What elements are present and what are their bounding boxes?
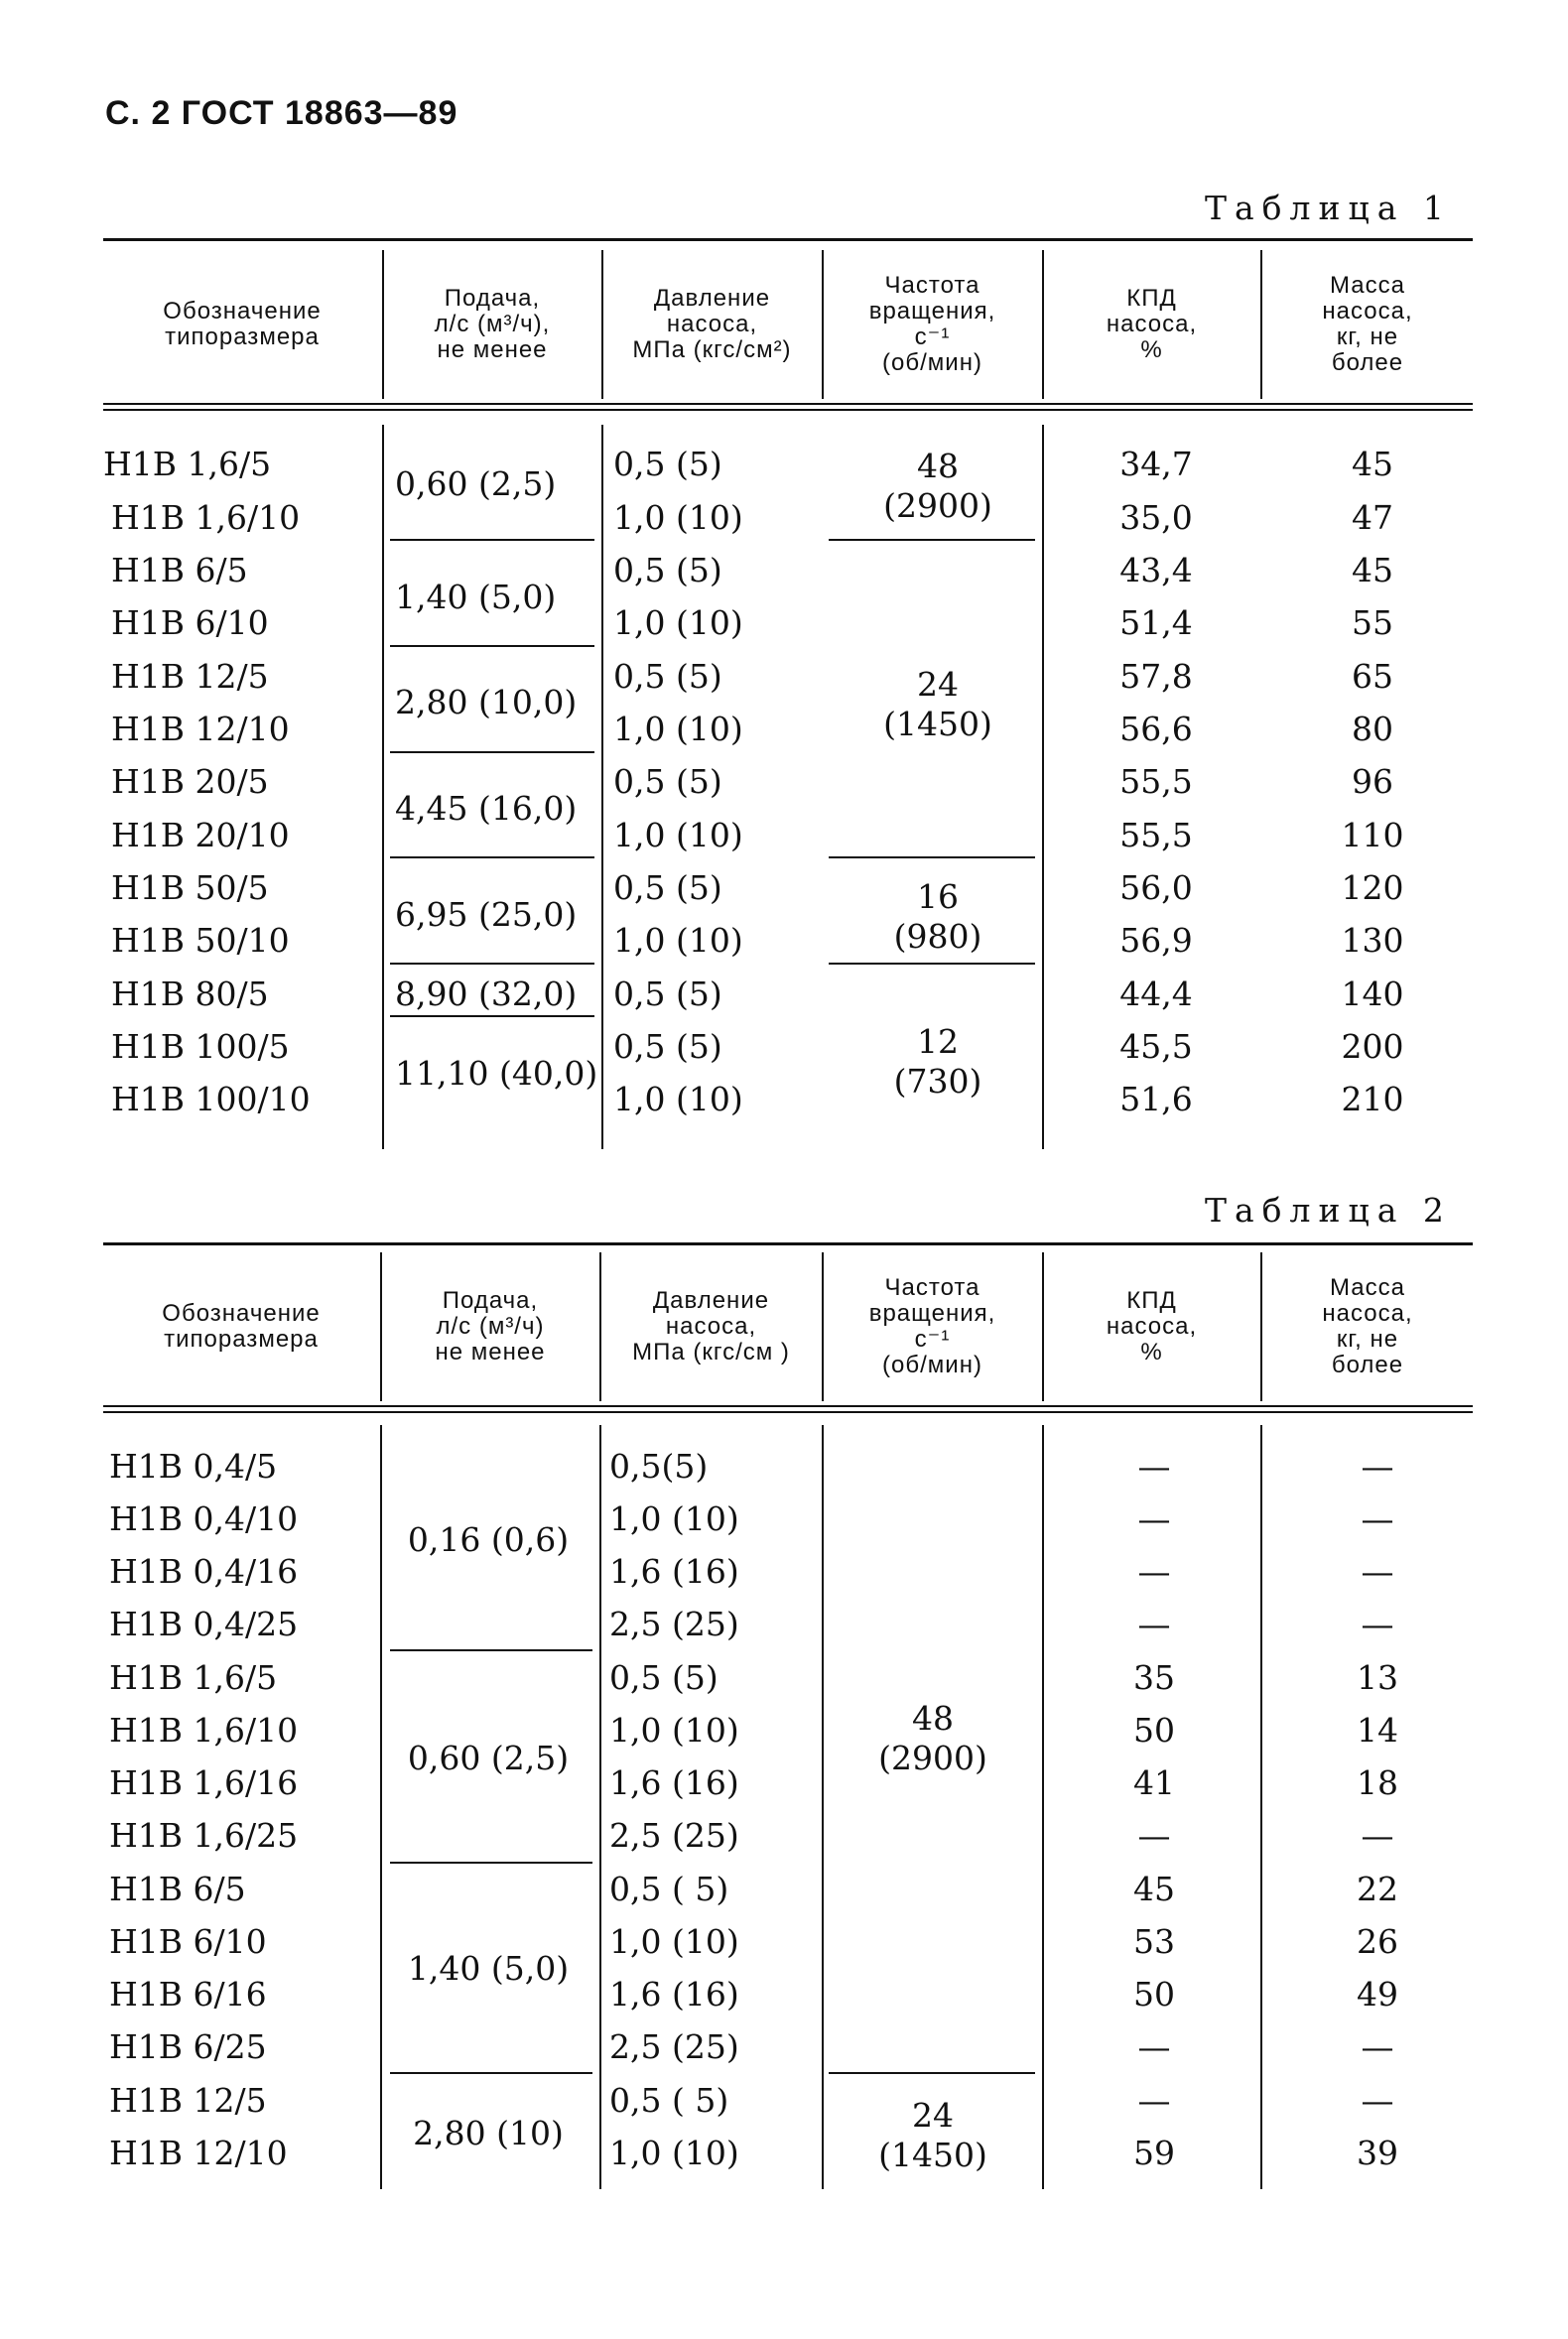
table2-efficiency: 45 — [1133, 1870, 1175, 1908]
table2-header-flow: Подача, л/с (м³/ч) не менее — [435, 1287, 546, 1365]
table1-flow: 8,90 (32,0) — [395, 975, 578, 1013]
table1-mass: 45 — [1352, 551, 1393, 589]
table1-designation: Н1В 80/5 — [111, 975, 269, 1013]
table1-efficiency: 35,0 — [1119, 498, 1193, 537]
table1-header-efficiency: КПД насоса, % — [1106, 285, 1198, 363]
table1-designation: Н1В 50/5 — [111, 868, 269, 907]
table1-speed: 24 (1450) — [883, 665, 992, 743]
table1-group-rule — [390, 645, 594, 647]
table1-mass: 96 — [1352, 762, 1393, 801]
table2-group-rule — [390, 2072, 592, 2074]
table2-body-divider — [1042, 1425, 1044, 2189]
table1-mass: 45 — [1352, 445, 1393, 483]
table2-header-designation: Обозначение типоразмера — [162, 1300, 321, 1353]
table2-group-rule — [390, 1649, 592, 1651]
table1-group-rule — [390, 751, 594, 753]
table2-pressure: 0,5 ( 5) — [609, 1870, 729, 1908]
table1-group-rule — [390, 856, 594, 858]
table2-flow: 0,16 (0,6) — [407, 1520, 570, 1559]
table1-pressure: 0,5 (5) — [613, 762, 722, 801]
table2-pressure: 2,5 (25) — [609, 1816, 739, 1855]
table1-designation: Н1В 12/10 — [111, 710, 290, 748]
table2-designation: Н1В 12/5 — [109, 2081, 267, 2120]
table2-efficiency: 53 — [1133, 1922, 1175, 1961]
table2-pressure: 1,0 (10) — [609, 1499, 739, 1538]
table2-designation: Н1В 1,6/16 — [109, 1763, 299, 1802]
table2-pressure: 1,0 (10) — [609, 1711, 739, 1750]
table1-mass: 65 — [1352, 657, 1393, 696]
table2-group-rule — [829, 2072, 1035, 2074]
table1-flow: 1,40 (5,0) — [395, 578, 557, 616]
table2-designation: Н1В 0,4/25 — [109, 1605, 299, 1643]
table1-pressure: 1,0 (10) — [613, 816, 743, 854]
table2-pressure: 1,0 (10) — [609, 2134, 739, 2172]
table1-pressure: 0,5 (5) — [613, 975, 722, 1013]
table1-mass: 80 — [1352, 710, 1393, 748]
table1-flow: 0,60 (2,5) — [395, 464, 557, 503]
table1-efficiency: 44,4 — [1119, 975, 1193, 1013]
table1-mass: 140 — [1341, 975, 1404, 1013]
table2-efficiency: — — [1137, 1552, 1171, 1591]
table2-mass: 14 — [1357, 1711, 1398, 1750]
table2-group-rule — [390, 1862, 592, 1864]
table1-pressure: 0,5 (5) — [613, 657, 722, 696]
table1-pressure: 1,0 (10) — [613, 710, 743, 748]
table1-mass: 210 — [1341, 1080, 1404, 1118]
table2-pressure: 1,6 (16) — [609, 1763, 739, 1802]
table1-efficiency: 55,5 — [1119, 816, 1193, 854]
table2-pressure: 1,6 (16) — [609, 1552, 739, 1591]
table1-designation: Н1В 100/5 — [111, 1027, 290, 1066]
table1-header-rule-2 — [103, 409, 1473, 411]
table2-mass: — — [1361, 2027, 1394, 2066]
table1-designation: Н1В 1,6/10 — [111, 498, 301, 537]
table2-mass: 39 — [1357, 2134, 1398, 2172]
table1-mass: 47 — [1352, 498, 1393, 537]
table1-group-rule — [390, 539, 594, 541]
table2-top-rule — [103, 1242, 1473, 1245]
table1-header-speed: Частота вращения, с⁻¹ (об/мин) — [868, 272, 996, 376]
table2-speed: 24 (1450) — [878, 2096, 987, 2174]
table1-efficiency: 56,9 — [1119, 921, 1193, 960]
table1-pressure: 1,0 (10) — [613, 498, 743, 537]
table2-efficiency: 35 — [1133, 1658, 1175, 1697]
table2-designation: Н1В 12/10 — [109, 2134, 288, 2172]
table1-efficiency: 51,6 — [1119, 1080, 1193, 1118]
table2-header-mass: Масса насоса, кг, не более — [1322, 1274, 1413, 1378]
table2-mass: — — [1361, 1816, 1394, 1855]
table2-mass: — — [1361, 1447, 1394, 1486]
table2-designation: Н1В 0,4/5 — [109, 1447, 278, 1486]
table1-body-divider — [382, 425, 384, 1149]
table2-speed: 48 (2900) — [878, 1699, 987, 1777]
table1-flow: 11,10 (40,0) — [395, 1054, 598, 1093]
table1-caption: Таблица 1 — [1205, 189, 1452, 227]
table2-mass: 18 — [1357, 1763, 1398, 1802]
table1-designation: Н1В 6/10 — [111, 603, 269, 642]
table1-pressure: 1,0 (10) — [613, 603, 743, 642]
table2-flow: 2,80 (10) — [413, 2114, 564, 2152]
table2-pressure: 0,5(5) — [609, 1447, 709, 1486]
table1-group-rule — [390, 1015, 594, 1017]
table2-designation: Н1В 1,6/5 — [109, 1658, 278, 1697]
table1-efficiency: 34,7 — [1119, 445, 1193, 483]
table1-flow: 2,80 (10,0) — [395, 683, 578, 721]
table1-efficiency: 51,4 — [1119, 603, 1193, 642]
table1-efficiency: 57,8 — [1119, 657, 1193, 696]
table2-pressure: 2,5 (25) — [609, 2027, 739, 2066]
table1-efficiency: 56,0 — [1119, 868, 1193, 907]
table2-body-divider — [599, 1425, 601, 2189]
table2-efficiency: — — [1137, 1605, 1171, 1643]
table1-mass: 200 — [1341, 1027, 1404, 1066]
table2-pressure: 0,5 (5) — [609, 1658, 719, 1697]
table1-efficiency: 45,5 — [1119, 1027, 1193, 1066]
table1-pressure: 0,5 (5) — [613, 551, 722, 589]
table2-efficiency: 41 — [1133, 1763, 1175, 1802]
table1-header-rule — [103, 403, 1473, 405]
table2-mass: 49 — [1357, 1975, 1398, 2014]
table2-flow: 0,60 (2,5) — [407, 1739, 570, 1777]
table2-mass: — — [1361, 1499, 1394, 1538]
table1-header-flow: Подача, л/с (м³/ч), не менее — [434, 285, 551, 363]
table1-flow: 4,45 (16,0) — [395, 789, 578, 828]
table2-designation: Н1В 1,6/10 — [109, 1711, 299, 1750]
table1-designation: Н1В 50/10 — [111, 921, 290, 960]
table2-header-speed: Частота вращения, с⁻¹ (об/мин) — [868, 1274, 996, 1378]
table1-header-pressure: Давление насоса, МПа (кгс/см²) — [632, 285, 792, 363]
table2-designation: Н1В 0,4/16 — [109, 1552, 299, 1591]
table2-pressure: 0,5 ( 5) — [609, 2081, 729, 2120]
table1-top-rule — [103, 238, 1473, 241]
table2-caption: Таблица 2 — [1205, 1191, 1452, 1230]
table2-designation: Н1В 6/25 — [109, 2027, 267, 2066]
table2-pressure: 2,5 (25) — [609, 1605, 739, 1643]
table2-efficiency: — — [1137, 1816, 1171, 1855]
table1-designation: Н1В 6/5 — [111, 551, 248, 589]
table2-mass: 13 — [1357, 1658, 1398, 1697]
table2-body-divider — [822, 1425, 824, 2189]
table1-pressure: 1,0 (10) — [613, 1080, 743, 1118]
table2-efficiency: — — [1137, 2081, 1171, 2120]
table1-pressure: 1,0 (10) — [613, 921, 743, 960]
table2-efficiency: — — [1137, 2027, 1171, 2066]
table2-mass: 26 — [1357, 1922, 1398, 1961]
table1-group-rule — [829, 856, 1035, 858]
table2-designation: Н1В 6/10 — [109, 1922, 267, 1961]
table1-efficiency: 56,6 — [1119, 710, 1193, 748]
page-header: С. 2 ГОСТ 18863—89 — [105, 94, 458, 132]
table1-speed: 12 (730) — [893, 1022, 982, 1101]
table1-body-divider — [601, 425, 603, 1149]
table2-designation: Н1В 6/5 — [109, 1870, 246, 1908]
table1-mass: 55 — [1352, 603, 1393, 642]
table2-pressure: 1,6 (16) — [609, 1975, 739, 2014]
table2-designation: Н1В 1,6/25 — [109, 1816, 299, 1855]
table2-mass: — — [1361, 1552, 1394, 1591]
table1-speed: 48 (2900) — [883, 447, 992, 525]
table2-header-efficiency: КПД насоса, % — [1106, 1287, 1198, 1365]
table2-efficiency: — — [1137, 1499, 1171, 1538]
table2-mass: — — [1361, 1605, 1394, 1643]
table1-body-divider — [1042, 425, 1044, 1149]
table1-designation: Н1В 12/5 — [111, 657, 269, 696]
table1-group-rule — [829, 963, 1035, 965]
table1-group-rule — [390, 963, 594, 965]
table2-body-divider — [380, 1425, 382, 2189]
table1-pressure: 0,5 (5) — [613, 445, 722, 483]
table1-designation: Н1В 20/5 — [111, 762, 269, 801]
table2-body-divider — [1260, 1425, 1262, 2189]
table1-designation: Н1В 1,6/5 — [103, 445, 272, 483]
table1-pressure: 0,5 (5) — [613, 1027, 722, 1066]
table1-group-rule — [829, 539, 1035, 541]
table1-mass: 130 — [1341, 921, 1404, 960]
table1-mass: 120 — [1341, 868, 1404, 907]
table2-efficiency: 50 — [1133, 1975, 1175, 2014]
table1-speed: 16 (980) — [893, 877, 982, 956]
table2-flow: 1,40 (5,0) — [407, 1949, 570, 1988]
table2-designation: Н1В 6/16 — [109, 1975, 267, 2014]
table1-flow: 6,95 (25,0) — [395, 895, 578, 934]
table2-designation: Н1В 0,4/10 — [109, 1499, 299, 1538]
table1-efficiency: 43,4 — [1119, 551, 1193, 589]
table2-efficiency: — — [1137, 1447, 1171, 1486]
table2-pressure: 1,0 (10) — [609, 1922, 739, 1961]
table2-header-pressure: Давление насоса, МПа (кгс/см ) — [632, 1287, 790, 1365]
table1-pressure: 0,5 (5) — [613, 868, 722, 907]
table1-header-mass: Масса насоса, кг, не более — [1322, 272, 1413, 376]
table2-header-rule-2 — [103, 1411, 1473, 1413]
table1-designation: Н1В 20/10 — [111, 816, 290, 854]
table1-designation: Н1В 100/10 — [111, 1080, 311, 1118]
table2-efficiency: 50 — [1133, 1711, 1175, 1750]
table1-header-designation: Обозначение типоразмера — [163, 298, 322, 350]
table2-header-rule — [103, 1405, 1473, 1407]
table2-mass: — — [1361, 2081, 1394, 2120]
table1-efficiency: 55,5 — [1119, 762, 1193, 801]
table1-mass: 110 — [1341, 816, 1404, 854]
table2-mass: 22 — [1357, 1870, 1398, 1908]
table2-efficiency: 59 — [1133, 2134, 1175, 2172]
